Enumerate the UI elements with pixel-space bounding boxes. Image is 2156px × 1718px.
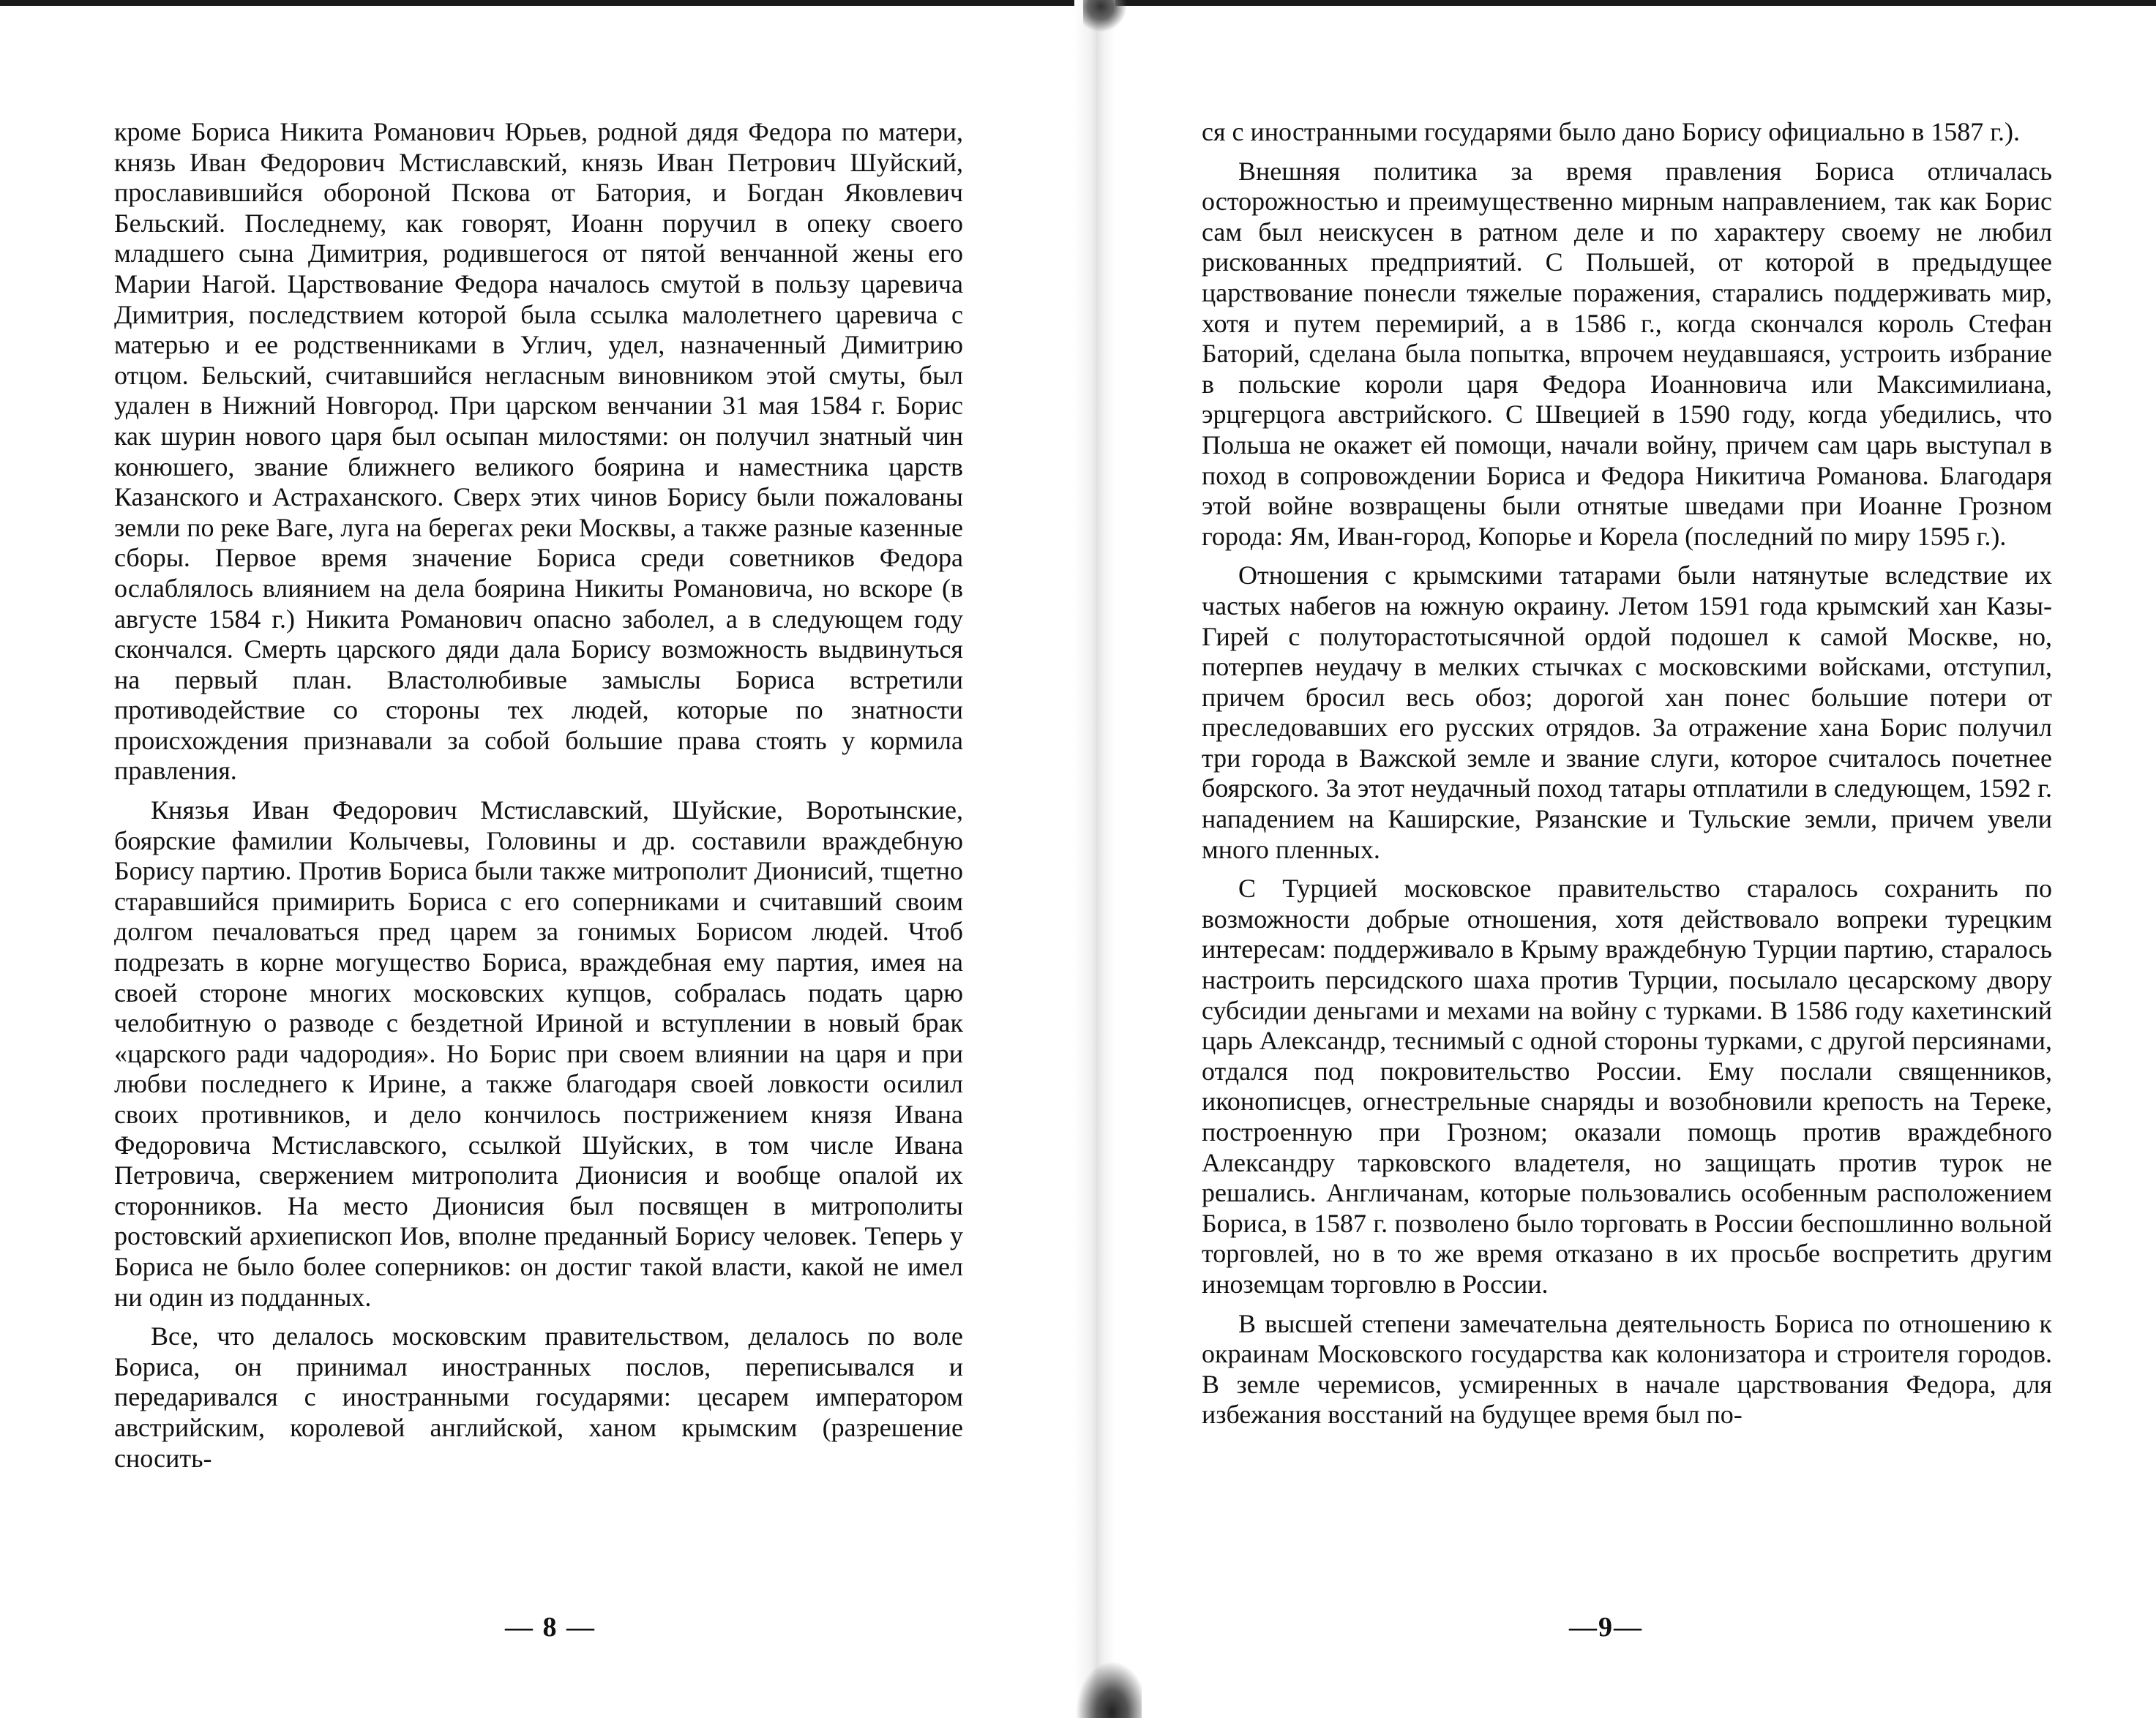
right-page [1115,0,2156,1718]
right-paragraph-3: Отношения с крымскими татарами были натянутые вследствие их частых набегов на южную окраину. Летом 1591 года крымский хан Казы-Гирей с полуторастотысячной ордой подошел к самой Москве, но, потерпев неудачу в мелких стычках с московскими войсками, отступил, причем бросил весь обоз; дорогой хан понес большие потери от преследовавших его русских отрядов. За отражение хана Борис получил три города в Важской земле и звание слуги, которое считалось почетнее боярского. За этот неудачный поход татары отплатили в следующем, 1592 г. нападением на Каширские, Рязанские и Тульские земли, причем увели много пленных. [1202,560,2052,864]
left-paragraph-2: Князья Иван Федорович Мстиславский, Шуйские, Воротынские, боярские фамилии Колычевы, Головины и др. составили враждебную Борису партию. Против Бориса были также митрополит Дионисий, тщетно старавшийся примирить Бориса с его соперниками и считавший своим долгом печаловаться пред царем за гонимых Борисом людей. Чтоб подрезать в корне могущество Бориса, враждебная ему партия, имея на своей стороне многих московских купцов, собралась подать царю челобитную о разводе с бездетной Ириной и вступлении в новый брак «царского ради чадородия». Но Борис при своем влиянии на царя и при любви последнего к Ирине, а также благодаря своей ловкости осилил своих противников, и дело кончилось пострижением князя Ивана Федоровича Мстиславского, ссылкой Шуйских, в том числе Ивана Петровича, свержением митрополита Дионисия и вообще опалой их сторонников. На место Дионисия был посвящен в митрополиты ростовский архиепископ Иов, вполне преданный Борису человек. Теперь у Бориса не было более соперников: он достиг такой власти, какой не имел ни один из подданных. [114,795,963,1312]
left-paragraph-1: кроме Бориса Никита Романович Юрьев, родной дядя Федора по матери, князь Иван Федорович Мстиславский, князь Иван Петрович Шуйский, прославившийся обороной Пскова от Батория, и Богдан Яковлевич Бельский. Последнему, как говорят, Иоанн поручил в опеку своего младшего сына Димитрия, родившегося от пятой венчанной жены его Марии Нагой. Царствование Федора началось смутой в пользу царевича Димитрия, последствием которой была ссылка малолетнего царевича с матерью и ее родственниками в Углич, удел, назначенный Димитрию отцом. Бельский, считавшийся негласным виновником этой смуты, был удален в Нижний Новгород. При царском венчании 31 мая 1584 г. Борис как шурин нового царя был осыпан милостями: он получил знатный чин конюшего, звание ближнего великого боярина и наместника царств Казанского и Астраханского. Сверх этих чинов Борису были пожалованы земли по реке Ваге, луга на берегах реки Москвы, а также разные казенные сборы. Первое время значение Бориса среди советников Федора ослаблялось влиянием на дела боярина Никиты Романовича, но вскоре (в августе 1584 г.) Никита Романович опасно заболел, а в следующем году скончался. Смерть царского дяди дала Борису возможность выдвинуться на первый план. Властолюбивые замыслы Бориса встретили противодействие со стороны тех людей, которые по знатности происхождения признавали за собой большие права стоять у кормила правления. [114,117,963,786]
left-page-number: — 8 — [505,1612,596,1643]
book-gutter [1074,0,1115,1718]
left-page-text [114,117,963,1482]
right-paragraph-1: ся с иностранными государями было дано Борису официально в 1587 г.). [1202,117,2020,146]
right-paragraph-4: С Турцией московское правительство старалось сохранить по возможности добрые отношения, хотя действовало вопреки турецким интересам: поддерживало в Крыму враждебную Турции партию, старалось настроить персидского шаха против Турции, посылало цесарскому двору субсидии деньгами и мехами на войну с турками. В 1586 году кахетинский царь Александр, теснимый с одной стороны турками, с другой персиянами, отдался под покровительство России. Ему послали священников, иконописцев, огнестрельные снаряды и возобновили крепость на Тереке, построенную при Грозном; оказали помощь против враждебного Александру тарковского владетеля, но защищать против турок не решались. Англичанам, которые пользовались особенным расположением Бориса, в 1587 г. позволено было торговать в России беспошлинно вольной торговлей, но в то же время отказано в их просьбе воспретить другим иноземцам торговлю в России. [1202,874,2052,1299]
right-page-text [1202,117,2052,1439]
right-paragraph-5: В высшей степени замечательна деятельность Бориса по отношению к окраинам Московского государства как колонизатора и строителя городов. В земле черемисов, усмиренных в начале царствования Федора, для избежания восстаний на будущее время был по- [1202,1308,2052,1430]
right-page-number: —9— [1569,1612,1643,1643]
left-paragraph-3: Все, что делалось московским правительством, делалось по воле Бориса, он принимал иностранных послов, переписывался и передаривался с иностранными государями: цесарем императором австрийским, королевой английской, ханом крымским (разрешение сносить- [114,1321,963,1473]
right-paragraph-2: Внешняя политика за время правления Бориса отличалась осторожностью и преимущественно мирным направлением, так как Борис сам был неискусен в ратном деле и по характеру своему не любил рискованных предприятий. С Польшей, от которой в предыдущее царствование понесли тяжелые поражения, старались поддерживать мир, хотя и путем перемирий, а в 1586 г., когда скончался король Стефан Баторий, сделана была попытка, впрочем неудавшаяся, устроить избрание в польские короли царя Федора Иоанновича или Максимилиана, эрцгерцога австрийского. С Швецией в 1590 году, когда убедились, что Польша не окажет ей помощи, начали войну, причем сам царь выступал в поход в сопровождении Бориса и Федора Никитича Романова. Благодаря этой войне возвращены были отнятые шведами при Иоанне Грозном города: Ям, Иван-город, Копорье и Корела (последний по миру 1595 г.). [1202,156,2052,551]
left-page [0,0,1074,1718]
